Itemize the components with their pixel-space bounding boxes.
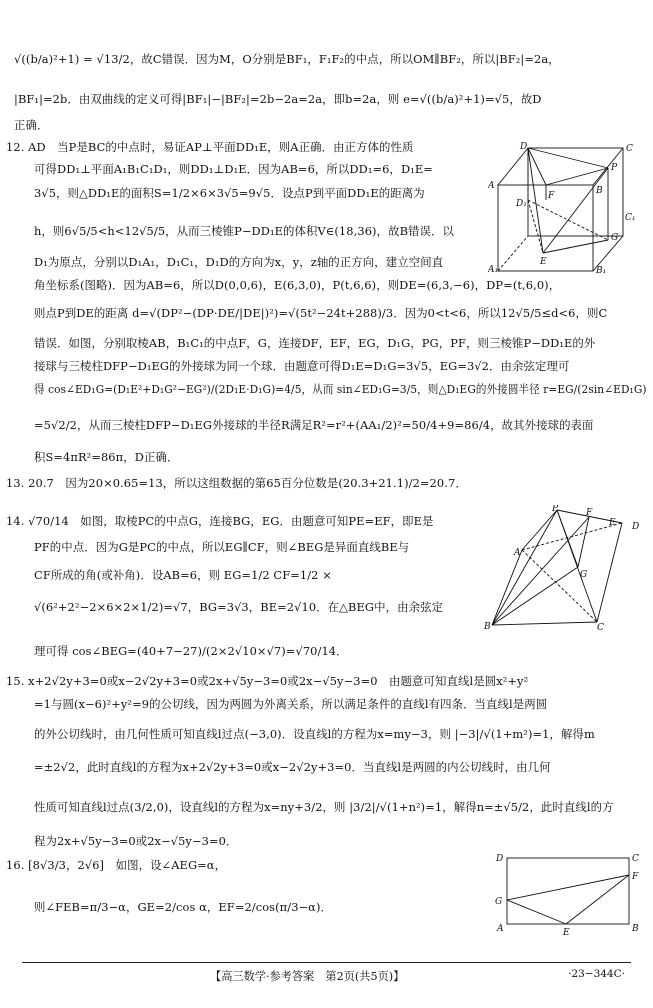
cube-label-g: G — [611, 233, 619, 243]
text-line: 积S=4πR²=86π，D正确． — [34, 450, 179, 464]
rect-label-g: G — [495, 897, 503, 907]
text-line: 角坐标系(图略)．因为AB=6，所以D(0,0,6)，E(6,3,0)，P(t,6,6)，则DE=(6,3,−6)，DP=(t,6,0)， — [34, 278, 561, 292]
text-line: 接球与三棱柱DFP−D₁EG的外接球为同一个球．由题意可得D₁E=D₁G=3√5，EG=3√2．由余弦定理可 — [34, 359, 570, 373]
text-line: PF的中点．因为G是PC的中点，所以EG∥CF，则∠BEG是异面直线BE与 — [34, 540, 410, 554]
text-line: 则∠FEB=π/3−α，GE=2/cos α，EF=2/cos(π/3−α)． — [34, 900, 333, 914]
text-line: 可得DD₁⊥平面A₁B₁C₁D₁，则DD₁⊥D₁E．因为AB=6，所以DD₁=6，D₁E= — [34, 162, 433, 176]
text-line: 程为2x+√5y−3=0或2x−√5y−3=0． — [34, 834, 238, 848]
text-line: =1与圆(x−6)²+y²=9的公切线，因为两圆为外离关系，所以满足条件的直线l有四条．当直线l是两圆 — [34, 697, 548, 711]
page-footer: 【高三数学·参考答案 第2页(共5页)】 — [210, 970, 405, 983]
cube-label-a1: A₁ — [488, 265, 499, 275]
text-line: 正确． — [14, 118, 49, 132]
pyr-label-f: F — [586, 508, 593, 518]
cube-label-f: F — [548, 191, 555, 201]
text-line: 的外公切线时，由几何性质可知直线l过点(−3,0)．设直线l的方程为x=my−3，则 |−3|/√(1+m²)=1，解得m — [34, 727, 595, 741]
text-line: D₁为原点，分别以D₁A₁，D₁C₁，D₁D的方向为x，y，z轴的正方向，建立空间直 — [34, 255, 444, 269]
text-line: 错误．如图，分别取棱AB，B₁C₁的中点F，G，连接DF，EF，EG，D₁G，PG，PF，则三棱锥P−DD₁E的外 — [34, 336, 596, 350]
text-line: √((b/a)²+1) = √13/2，故C错误．因为M，O分别是BF₁，F₁F₂的中点，所以OM∥BF₂，所以|BF₂|=2a， — [14, 52, 560, 66]
exam-code: ·23−344C· — [568, 968, 625, 980]
pyr-label-b: B — [484, 622, 491, 632]
cube-label-c: C — [626, 144, 633, 154]
pyr-label-a: A — [514, 548, 521, 558]
text-line: =±2√2，此时直线l的方程为x+2√2y+3=0或x−2√2y+3=0．当直线l是两圆的内公切线时，由几何 — [34, 760, 551, 774]
cube-label-d: D — [520, 142, 528, 152]
rect-label-c: C — [632, 854, 639, 864]
rect-label-d: D — [496, 854, 504, 864]
rect-figure — [492, 850, 647, 940]
cube-label-c1: C₁ — [625, 213, 636, 223]
text-line: CF所成的角(或补角)．设AB=6，则 EG=1/2 CF=1/2 × — [34, 568, 332, 582]
text-line: 13. 20.7 因为20×0.65=13，所以这组数据的第65百分位数是(20.3+21.1)/2=20.7． — [6, 476, 467, 490]
cube-label-a: A — [488, 181, 495, 191]
rect-label-f: F — [632, 872, 639, 882]
rect-label-b: B — [632, 924, 639, 934]
text-line: 则点P到DE的距离 d=√(DP²−(DP·DE/|DE|)²)=√(5t²−24t+288)/3．因为0<t<6，所以12√5/5≤d<6，则C — [34, 306, 608, 320]
pyr-label-p: P — [552, 505, 559, 514]
rect-label-a: A — [497, 924, 504, 934]
text-line: 15. x+2√2y+3=0或x−2√2y+3=0或2x+√5y−3=0或2x−√5y−3=0 由题意可知直线l是圆x²+y² — [6, 674, 529, 688]
text-line: 性质可知直线l过点(3/2,0)，设直线l的方程为x=ny+3/2，则 |3/2|/√(1+n²)=1，解得n=±√5/2，此时直线l的方 — [34, 800, 614, 814]
cube-label-d1: D₁ — [516, 199, 527, 209]
pyr-label-d: D — [632, 522, 640, 532]
cube-figure — [488, 140, 648, 275]
text-line: 3√5，则△DD₁E的面积S=1/2×6×3√5=9√5．设点P到平面DD₁E的距离为 — [34, 186, 425, 200]
pyr-label-c: C — [597, 623, 604, 633]
text-line: 12. AD 当P是BC的中点时，易证AP⊥平面DD₁E，则A正确．由正方体的性质 — [6, 140, 414, 154]
cube-label-e: E — [540, 257, 547, 267]
text-line: h，则6√5/5<h<12√5/5，从而三棱锥P−DD₁E的体积V∈(18,36)，故B错误．以 — [34, 224, 455, 238]
text-line: 16. [8√3/3，2√6] 如图，设∠AEG=α， — [6, 858, 227, 872]
pyr-label-g: G — [580, 570, 588, 580]
cube-label-p: P — [611, 163, 618, 173]
text-line: √(6²+2²−2×6×2×1/2)=√7，BG=3√3，BE=2√10．在△BEG中，由余弦定 — [34, 600, 444, 614]
pyr-label-e: E — [609, 518, 616, 528]
footer-rule — [22, 962, 631, 963]
cube-label-b: B — [596, 186, 603, 196]
text-line: 理可得 cos∠BEG=(40+7−27)/(2×2√10×√7)=√70/14． — [34, 644, 348, 658]
cube-label-b1: B₁ — [596, 266, 607, 275]
rect-label-e: E — [563, 928, 570, 938]
text-line: |BF₁|=2b．由双曲线的定义可得|BF₁|−|BF₂|=2b−2a=2a，即b=2a，则 e=√((b/a)²+1)=√5，故D — [14, 92, 542, 106]
text-line: 14. √70/14 如图，取棱PC的中点G，连接BG，EG．由题意可知PE=EF，即E是 — [6, 514, 434, 528]
text-line: 得 cos∠ED₁G=(D₁E²+D₁G²−EG²)/(2D₁E·D₁G)=4/5，从而 sin∠ED₁G=3/5，则△D₁EG的外接圆半径 r=EG/(2sin∠ED₁G) — [34, 382, 647, 396]
text-line: =5√2/2，从而三棱柱DFP−D₁EG外接球的半径R满足R²=r²+(AA₁/2)²=50/4+9=86/4，故其外接球的表面 — [34, 418, 594, 432]
pyramid-figure — [482, 505, 647, 635]
